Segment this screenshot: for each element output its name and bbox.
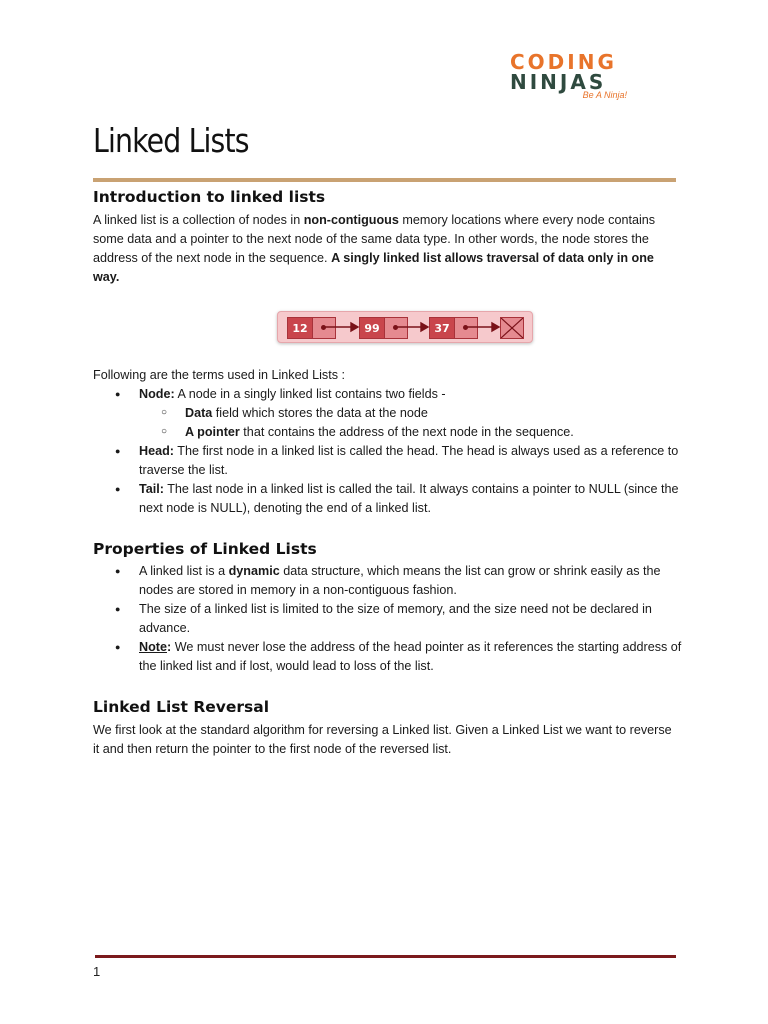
- term-label: Data: [185, 406, 213, 420]
- bullet-icon: ●: [115, 642, 121, 652]
- properties-heading: Properties of Linked Lists: [93, 540, 317, 558]
- page-title: Linked Lists: [93, 121, 249, 160]
- linked-list-diagram: [277, 311, 533, 343]
- property-text: data structure, which means the list can grow or shrink easily as the nodes are stored in memory in a non-contiguous fashion.: [139, 564, 661, 597]
- intro-text-a: A linked list is a collection of nodes in: [93, 213, 304, 227]
- term-label: Node:: [139, 387, 175, 401]
- arrow-head: [351, 323, 358, 331]
- sub-list-item: [93, 423, 683, 442]
- term-text: The first node in a linked list is called the head. The head is always used as a reference to traverse the list.: [139, 444, 679, 477]
- term-text: A node in a singly linked list contains two fields -: [174, 387, 446, 401]
- bullet-icon: ●: [115, 446, 121, 456]
- term-text: that contains the address of the next node in the sequence.: [239, 425, 574, 439]
- term-text: field which stores the data at the node: [212, 406, 428, 420]
- coding-ninjas-logo: [510, 50, 635, 105]
- bullet-icon: ●: [115, 604, 121, 614]
- list-item: [93, 562, 683, 600]
- bullet-icon: ●: [115, 566, 121, 576]
- bullet-icon: ●: [115, 484, 121, 494]
- logo-line1: CODING: [510, 50, 617, 74]
- logo-line2: NINJAS: [510, 70, 607, 94]
- title-divider: [93, 178, 676, 182]
- node-data: 37: [429, 317, 455, 339]
- terms-list: [93, 385, 683, 518]
- reversal-heading: Linked List Reversal: [93, 698, 270, 716]
- footer-divider: [95, 955, 676, 958]
- intro-text-b: non-contiguous: [303, 213, 399, 227]
- intro-paragraph: [93, 211, 678, 287]
- page-number: 1: [93, 964, 101, 979]
- property-text: We must never lose the address of the head pointer as it references the starting address of the linked list and if lost, would lead to loss of the list.: [139, 640, 682, 673]
- list-item: [93, 385, 683, 404]
- bullet-icon: ●: [115, 389, 121, 399]
- term-text: The last node in a linked list is called the tail. It always contains a pointer to NULL (since the next node is NULL), denoting the end of a linked list.: [139, 482, 679, 515]
- list-item: [93, 600, 683, 638]
- terms-lead: Following are the terms used in Linked Lists :: [93, 368, 345, 382]
- intro-text-d: A singly linked list allows traversal of data only in one way.: [93, 251, 654, 284]
- circle-bullet-icon: ○: [161, 407, 168, 418]
- list-item: [93, 442, 683, 480]
- pointer-arrows: [278, 312, 532, 342]
- list-item: [93, 480, 683, 518]
- arrow-head: [421, 323, 428, 331]
- note-colon: :: [167, 640, 172, 654]
- circle-bullet-icon: ○: [161, 426, 168, 437]
- arrow-head: [492, 323, 499, 331]
- term-label: Head:: [139, 444, 174, 458]
- property-bold: dynamic: [228, 564, 280, 578]
- node-data: 12: [287, 317, 313, 339]
- note-label: Note: [139, 640, 167, 654]
- term-label: Tail:: [139, 482, 164, 496]
- intro-heading: Introduction to linked lists: [93, 188, 326, 206]
- property-text: The size of a linked list is limited to the size of memory, and the size need not be declared in advance.: [139, 602, 652, 635]
- properties-list: [93, 562, 683, 676]
- sub-list-item: [93, 404, 683, 423]
- reversal-paragraph: We first look at the standard algorithm for reversing a Linked list. Given a Linked List we want to reverse it and then return the pointer to the first node of the reversed list.: [93, 723, 672, 756]
- list-item: [93, 638, 683, 676]
- node-data: 99: [359, 317, 385, 339]
- logo-tagline: Be A Ninja!: [582, 90, 627, 100]
- term-label: A pointer: [185, 425, 240, 439]
- intro-text-c: memory locations where every node contains some data and a pointer to the next node of the same data type. In other words, the node stores the address of the next node in the sequence.: [93, 213, 656, 265]
- property-text: A linked list is a: [139, 564, 229, 578]
